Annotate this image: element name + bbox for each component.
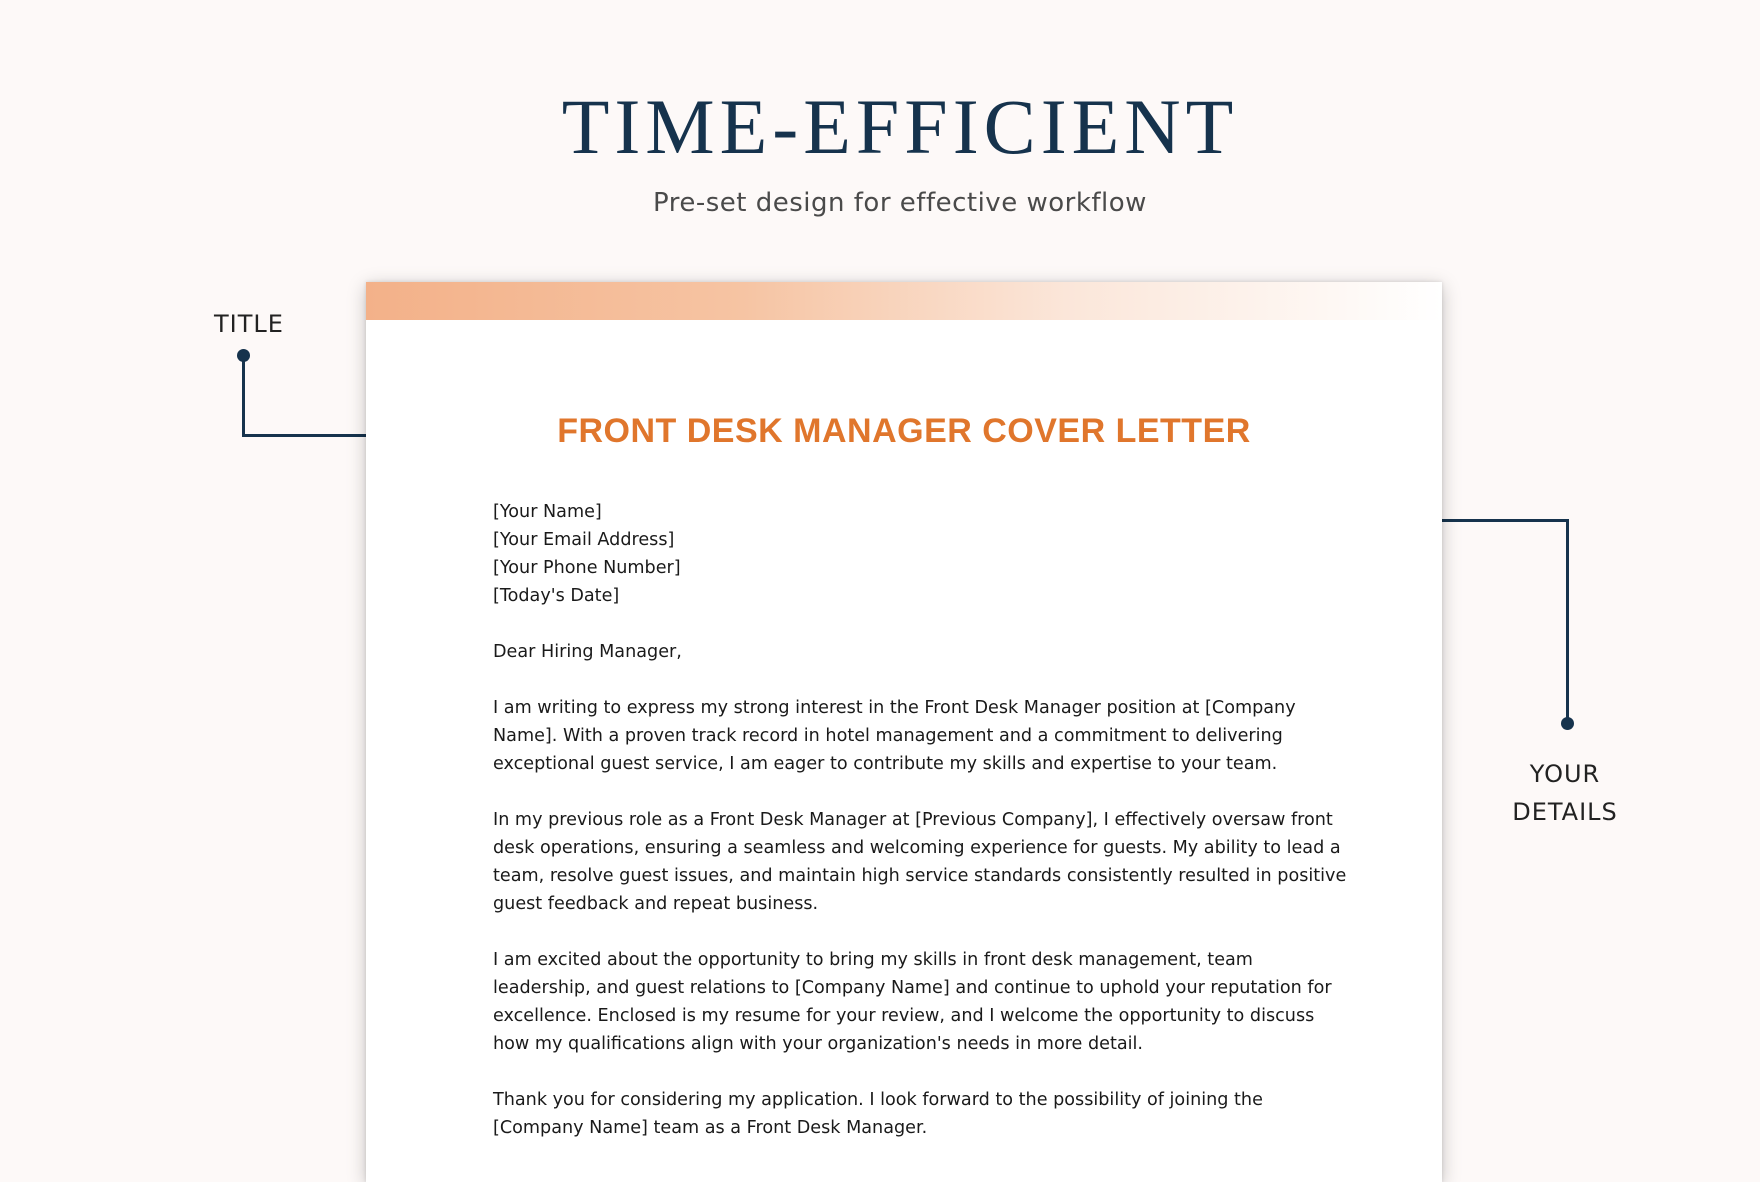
detail-phone: [Your Phone Number] [493, 558, 681, 578]
spacer [493, 666, 1333, 694]
callout-details-label-line1: YOUR [1529, 760, 1601, 788]
callout-details-dot [1561, 717, 1574, 730]
spacer [493, 1058, 1333, 1086]
callout-title-connector-vertical [242, 355, 245, 437]
paragraph-3-line: excellence. Enclosed is my resume for your review, and I welcome the opportunity to discuss [493, 1006, 1315, 1026]
paragraph-2-line: team, resolve guest issues, and maintain high service standards consistently resulted in positive [493, 866, 1347, 886]
paragraph-2-line: desk operations, ensuring a seamless and welcoming experience for guests. My ability to lead a [493, 838, 1341, 858]
paragraph-1-line: exceptional guest service, I am eager to contribute my skills and expertise to your team. [493, 754, 1278, 774]
detail-date: [Today's Date] [493, 586, 620, 606]
detail-name: [Your Name] [493, 502, 602, 522]
detail-email: [Your Email Address] [493, 530, 675, 550]
paragraph-4-line: Thank you for considering my application. I look forward to the possibility of joining the [493, 1090, 1263, 1110]
paragraph-3-line: how my qualifications align with your organization's needs in more detail. [493, 1034, 1144, 1054]
spacer [493, 778, 1333, 806]
document-header-band [366, 282, 1442, 320]
paragraph-2-line: In my previous role as a Front Desk Manager at [Previous Company], I effectively oversaw front [493, 810, 1333, 830]
paragraph-2-line: guest feedback and repeat business. [493, 894, 819, 914]
salutation: Dear Hiring Manager, [493, 642, 682, 662]
callout-details-label [1505, 755, 1625, 831]
document-page [366, 282, 1442, 1182]
document-body [493, 498, 1347, 1142]
paragraph-1-line: I am writing to express my strong interest in the Front Desk Manager position at [Company [493, 698, 1296, 718]
paragraph-3-line: leadership, and guest relations to [Company Name] and continue to uphold your reputation for [493, 978, 1332, 998]
spacer [493, 918, 1333, 946]
paragraph-1-line: Name]. With a proven track record in hotel management and a commitment to delivering [493, 726, 1283, 746]
paragraph-4-line: [Company Name] team as a Front Desk Manager. [493, 1118, 928, 1138]
callout-details-label-line2: DETAILS [1512, 798, 1618, 826]
paragraph-3-line: I am excited about the opportunity to bring my skills in front desk management, team [493, 950, 1253, 970]
callout-details-connector-vertical [1566, 519, 1569, 722]
hero-subtitle: Pre-set design for effective workflow [653, 188, 1147, 218]
spacer [493, 610, 1333, 638]
document-title: FRONT DESK MANAGER COVER LETTER [557, 412, 1251, 450]
hero-title: TIME-EFFICIENT [561, 83, 1239, 170]
callout-title-label: TITLE [214, 310, 284, 338]
